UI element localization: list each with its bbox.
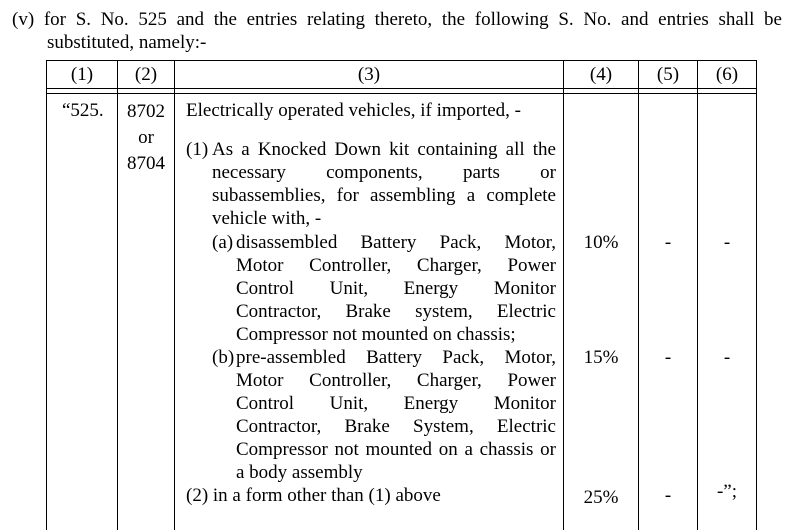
item-1b-line: Control Unit, Energy Monitor <box>236 393 556 414</box>
rate-1a: 10% <box>583 232 619 253</box>
tariff-item-8704: 8704 <box>127 153 165 174</box>
tariff-or: or <box>138 127 154 148</box>
item-1b-line: a body assembly <box>236 462 363 483</box>
col6-2: -”; <box>716 481 738 502</box>
intro-line-2: substituted, namely:- <box>47 32 207 53</box>
item-2-text: (2) in a form other than (1) above <box>186 485 441 506</box>
item-1b-line: pre-assembled Battery Pack, Motor, <box>236 347 556 368</box>
col-border-6 <box>756 60 757 530</box>
col5-2: - <box>664 485 672 506</box>
item-1a-label: (a) <box>212 232 234 253</box>
item-1a-line: disassembled Battery Pack, Motor, <box>236 232 556 253</box>
item-1-line: subassemblies, for assembling a complete <box>212 185 556 206</box>
item-1a-text <box>236 231 556 346</box>
item-1a-line: Compressor not mounted on chassis; <box>236 324 516 345</box>
description-heading: Electrically operated vehicles, if imported, - <box>186 100 521 121</box>
item-1a-line: Motor Controller, Charger, Power <box>236 255 556 276</box>
item-1b-text <box>236 346 556 484</box>
item-1-line: vehicle with, - <box>212 208 322 229</box>
serial-number: “525. <box>62 100 104 121</box>
intro-line-1: (v) for S. No. 525 and the entries relating thereto, the following S. No. and entries shall be <box>12 9 782 30</box>
tariff-item-8702: 8702 <box>127 101 165 122</box>
item-1a-line: Control Unit, Energy Monitor <box>236 278 556 299</box>
item-1-text <box>212 138 556 230</box>
item-1a-line: Contractor, Brake system, Electric <box>236 301 556 322</box>
col-border-4 <box>638 60 639 530</box>
header-col-2: (2) <box>134 64 158 85</box>
header-col-1: (1) <box>70 64 94 85</box>
header-col-5: (5) <box>656 64 680 85</box>
rate-2: 25% <box>583 487 619 508</box>
rate-1b: 15% <box>583 347 619 368</box>
col-border-0 <box>46 60 47 530</box>
header-bottom-border <box>46 88 756 89</box>
item-1b-label: (b) <box>212 347 235 368</box>
item-1-line: As a Knocked Down kit containing all the <box>212 139 556 160</box>
col-border-5 <box>697 60 698 530</box>
header-col-4: (4) <box>589 64 613 85</box>
intro-paragraph <box>12 8 782 54</box>
tariff-items <box>118 99 174 177</box>
col-border-2 <box>174 60 175 530</box>
col-border-3 <box>563 60 564 530</box>
item-1-label: (1) <box>186 139 209 160</box>
header-double-border <box>46 93 756 94</box>
col6-1a: - <box>723 232 731 253</box>
col6-1b: - <box>723 347 731 368</box>
item-1b-line: Motor Controller, Charger, Power <box>236 370 556 391</box>
item-1b-line: Compressor not mounted on a chassis or <box>236 439 556 460</box>
col5-1b: - <box>664 347 672 368</box>
header-col-6: (6) <box>715 64 739 85</box>
header-col-3: (3) <box>357 64 381 85</box>
item-1-line: necessary components, parts or <box>212 162 556 183</box>
col5-1a: - <box>664 232 672 253</box>
item-1b-line: Contractor, Brake System, Electric <box>236 416 556 437</box>
